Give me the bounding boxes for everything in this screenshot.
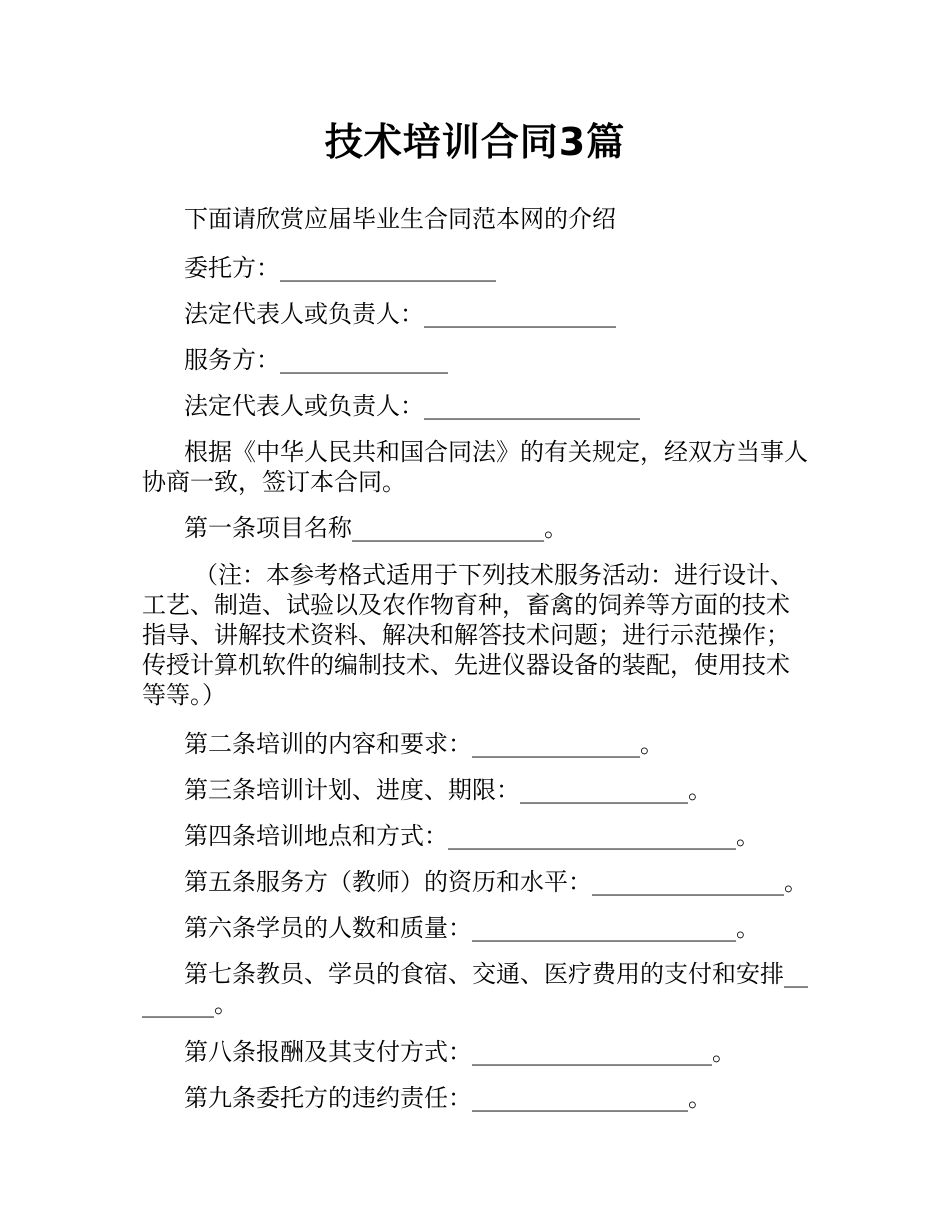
client-field: 委托方：__________________: [184, 254, 496, 282]
intro-paragraph: 下面请欣赏应届毕业生合同范本网的介绍: [184, 205, 616, 233]
article-1: 第一条项目名称________________。: [184, 514, 568, 542]
article-7: 第七条教员、学员的食宿、交通、医疗费用的支付和安排________。: [142, 960, 808, 1018]
article-3: 第三条培训计划、进度、期限：______________。: [184, 776, 712, 804]
provider-representative-field: 法定代表人或负责人：__________________: [184, 392, 640, 420]
note-paragraph: （注：本参考格式适用于下列技术服务活动：进行设计、工艺、制造、试验以及农作物育种，畜禽的饲养等方面的技术指导、讲解技术资料、解决和解答技术问题；进行示范操作；传授计算机软件的编制技术、先进仪器设备的装配，使用技术等等。）: [142, 561, 794, 709]
document-title: 技术培训合同3篇: [324, 120, 626, 164]
article-6: 第六条学员的人数和质量：______________________。: [184, 914, 760, 942]
article-2: 第二条培训的内容和要求：______________。: [184, 730, 664, 758]
article-4: 第四条培训地点和方式：________________________。: [184, 822, 760, 850]
preamble-paragraph: 根据《中华人民共和国合同法》的有关规定，经双方当事人协商一致，签订本合同。: [142, 438, 808, 496]
article-8: 第八条报酬及其支付方式：____________________。: [184, 1038, 736, 1066]
article-5: 第五条服务方（教师）的资历和水平：________________。: [184, 868, 808, 896]
article-9: 第九条委托方的违约责任：__________________。: [184, 1084, 712, 1112]
service-provider-field: 服务方：______________: [184, 346, 448, 374]
client-representative-field: 法定代表人或负责人：________________: [184, 300, 616, 328]
